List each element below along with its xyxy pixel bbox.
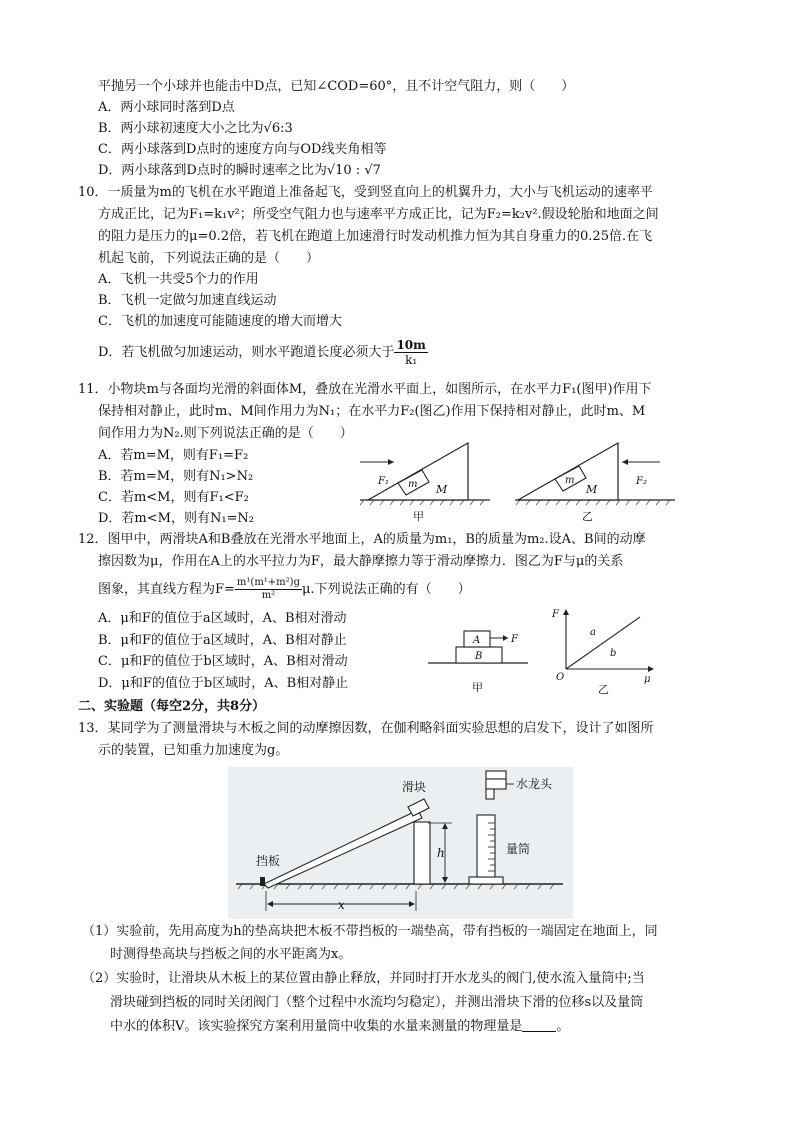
q10-frac-num: 10m xyxy=(396,338,426,352)
fig-b-m-label: m xyxy=(565,475,575,486)
cylinder-label: 量筒 xyxy=(506,842,531,856)
force-arrowhead xyxy=(503,635,508,641)
q9-stem: 平抛另一个小球并也能击中D点，已知∠COD=60°，且不计空气阻力，则（ ） xyxy=(98,79,575,94)
q9-option-d: D．两小球落到D点时的瞬时速率之比为√10 : √7 xyxy=(98,163,381,178)
graph-x-arrowhead xyxy=(648,666,654,672)
fig-a-wedge xyxy=(368,443,468,500)
q13-p1-line-2: 时测得垫高块与挡板之间的水平距离为x。 xyxy=(110,947,352,962)
q13-p2-line-3-end: 。 xyxy=(556,1019,570,1034)
q11-option-d: D．若m<M，则有N₁=N₂ xyxy=(98,511,255,526)
tap-body xyxy=(486,779,506,789)
block-a-label: A xyxy=(473,635,481,646)
fig-yi-caption: 乙 xyxy=(598,683,609,696)
q12-formula-num: m¹(m¹+m²)g xyxy=(236,577,300,588)
fig-a-arrowhead xyxy=(388,459,394,465)
baffle xyxy=(260,877,265,886)
q13-p2-line-3-text: 中水的体积V。该实验探究方案利用量筒中收集的水量来测量的物理量是 xyxy=(110,1019,523,1034)
tap-label: 水龙头 xyxy=(516,777,553,791)
fig-b-arrowhead xyxy=(622,459,628,465)
fig-b-F2-label: F₂ xyxy=(636,476,647,487)
fig-a-M-label: M xyxy=(436,483,448,496)
q12-line-1: 12．图甲中，两滑块A和B叠放在光滑水平地面上，A的质量为m₁，B的质量为m₂.设A、B间的动摩 xyxy=(78,532,646,547)
q11-figure xyxy=(350,440,680,532)
graph-origin-label: O xyxy=(556,672,565,683)
q10-option-b: B．飞机一定做匀加速直线运动 xyxy=(98,293,277,308)
q12-option-c: C．μ和F的值位于b区域时，A、B相对滑动 xyxy=(98,654,348,669)
q13-p2-line-1: （2）实验时，让滑块从木板上的某位置由静止释放，并同时打开水龙头的阀门,使水流入量筒中;当 xyxy=(82,971,645,986)
q11-line-1: 11．小物块m与各面均光滑的斜面体M，叠放在光滑水平面上，如图所示，在水平力F₁(图甲)作用下 xyxy=(78,382,652,397)
graph-x-label: μ xyxy=(644,674,651,685)
q13-p1-line-1: （1）实验前，先用高度为h的垫高块把木板不带挡板的一端垫高，带有挡板的一端固定在地面上，同 xyxy=(82,924,658,939)
graph-line xyxy=(566,617,640,669)
q9-option-c: C．两小球落到D点时的速度方向与OD线夹角相等 xyxy=(98,142,387,157)
fig-a-hatch xyxy=(360,500,484,505)
graph-y-label: F xyxy=(552,609,559,620)
q10-line-4: 机起飞前，下列说法正确的是（ ） xyxy=(98,251,320,266)
slider-label: 滑块 xyxy=(402,780,427,794)
graph-y-arrowhead xyxy=(563,609,569,615)
q10-option-a: A．飞机一共受5个力的作用 xyxy=(98,272,259,287)
force-label: F xyxy=(511,634,518,645)
q12-option-b: B．μ和F的值位于a区域时，A、B相对静止 xyxy=(98,633,347,648)
fig-a-F1-label: F₁ xyxy=(378,476,389,487)
q9-option-a: A．两小球同时落到D点 xyxy=(98,100,235,115)
q12-line-2: 擦因数为μ，作用在A上的水平拉力为F，最大静摩擦力等于滑动摩擦力．图乙为F与μ的关系 xyxy=(98,554,624,569)
q10-line-3: 的阻力是压力的μ=0.2倍，若飞机在跑道上加速滑行时发动机推力恒为其自身重力的0.25倍.在飞 xyxy=(98,229,653,244)
support-block xyxy=(414,822,430,884)
q10-option-d-fraction xyxy=(394,338,427,367)
q10-line-2: 方成正比，记为F₁=k₁v²；所受空气阻力也与速率平方成正比，记为F₂=k₂v².假设轮胎和地面之间 xyxy=(98,207,659,222)
q10-option-d-text: D．若飞机做匀加速运动，则水平跑道长度必须大于 xyxy=(98,345,395,360)
q10-frac-den: k₁ xyxy=(405,353,418,367)
fig-b-caption: 乙 xyxy=(582,510,593,523)
q12-option-d: D．μ和F的值位于b区域时，A、B相对静止 xyxy=(98,676,349,691)
region-b-label: b xyxy=(610,648,617,659)
q11-option-a: A．若m=M，则有F₁=F₂ xyxy=(98,448,249,463)
graduated-cylinder xyxy=(477,815,495,877)
q13-p2-line-3 xyxy=(110,1017,569,1037)
q13-apparatus-figure xyxy=(228,767,573,919)
q12-line-3-suffix: μ.下列说法正确的有（ ） xyxy=(301,582,471,597)
baffle-label: 挡板 xyxy=(256,854,281,868)
h-label: h xyxy=(437,846,445,860)
tap-pipe xyxy=(486,771,506,779)
x-label: x xyxy=(338,898,345,912)
q9-option-b: B．两小球初速度大小之比为√6:3 xyxy=(98,121,293,136)
tap-spout xyxy=(486,789,494,799)
region-a-label: a xyxy=(590,627,596,638)
fig-b-hatch xyxy=(516,500,670,505)
q12-formula-den: m² xyxy=(261,590,276,601)
q12-formula xyxy=(235,577,302,602)
q12-line-3 xyxy=(98,573,471,607)
cylinder-base xyxy=(469,877,503,884)
block-b-label: B xyxy=(475,651,483,662)
q13-line-2: 示的装置，已知重力加速度为g。 xyxy=(98,743,289,758)
q11-option-b: B．若m=M，则有N₁>N₂ xyxy=(98,469,254,484)
q12-figure xyxy=(420,605,670,697)
fig-a-m-label: m xyxy=(408,479,418,490)
answer-blank[interactable] xyxy=(522,1017,556,1032)
q11-line-2: 保持相对静止，此时m、M间作用力为N₁；在水平力F₂(图乙)作用下保持相对静止，此时m、M xyxy=(98,404,646,419)
q11-line-3: 间作用力为N₂.则下列说法正确的是（ ） xyxy=(98,426,353,441)
q10-option-c: C．飞机的加速度可能随速度的增大而增大 xyxy=(98,314,342,329)
q13-line-1: 13．某同学为了测量滑块与木板之间的动摩擦因数，在伽利略斜面实验思想的启发下，设计了如图所 xyxy=(78,721,654,736)
q13-p2-line-2: 滑块碰到挡板的同时关闭阀门（整个过程中水流均匀稳定），并测出滑块下滑的位移s以及量筒 xyxy=(110,995,644,1010)
fig-a-caption: 甲 xyxy=(413,510,424,523)
q10-option-d xyxy=(98,336,428,370)
q12-option-a: A．μ和F的值位于a区域时，A、B相对滑动 xyxy=(98,611,347,626)
q11-option-c: C．若m<M，则有F₁<F₂ xyxy=(98,490,249,505)
fig-jia-caption: 甲 xyxy=(472,681,483,694)
q12-line-3-prefix: 图象，其直线方程为F= xyxy=(98,582,235,597)
section-heading: 二、实验题（每空2分，共8分） xyxy=(78,699,266,714)
q10-line-1: 10．一质量为m的飞机在水平跑道上准备起飞，受到竖直向上的机翼升力，大小与飞机运动的速率平 xyxy=(78,185,653,200)
fig-b-M-label: M xyxy=(586,483,598,496)
